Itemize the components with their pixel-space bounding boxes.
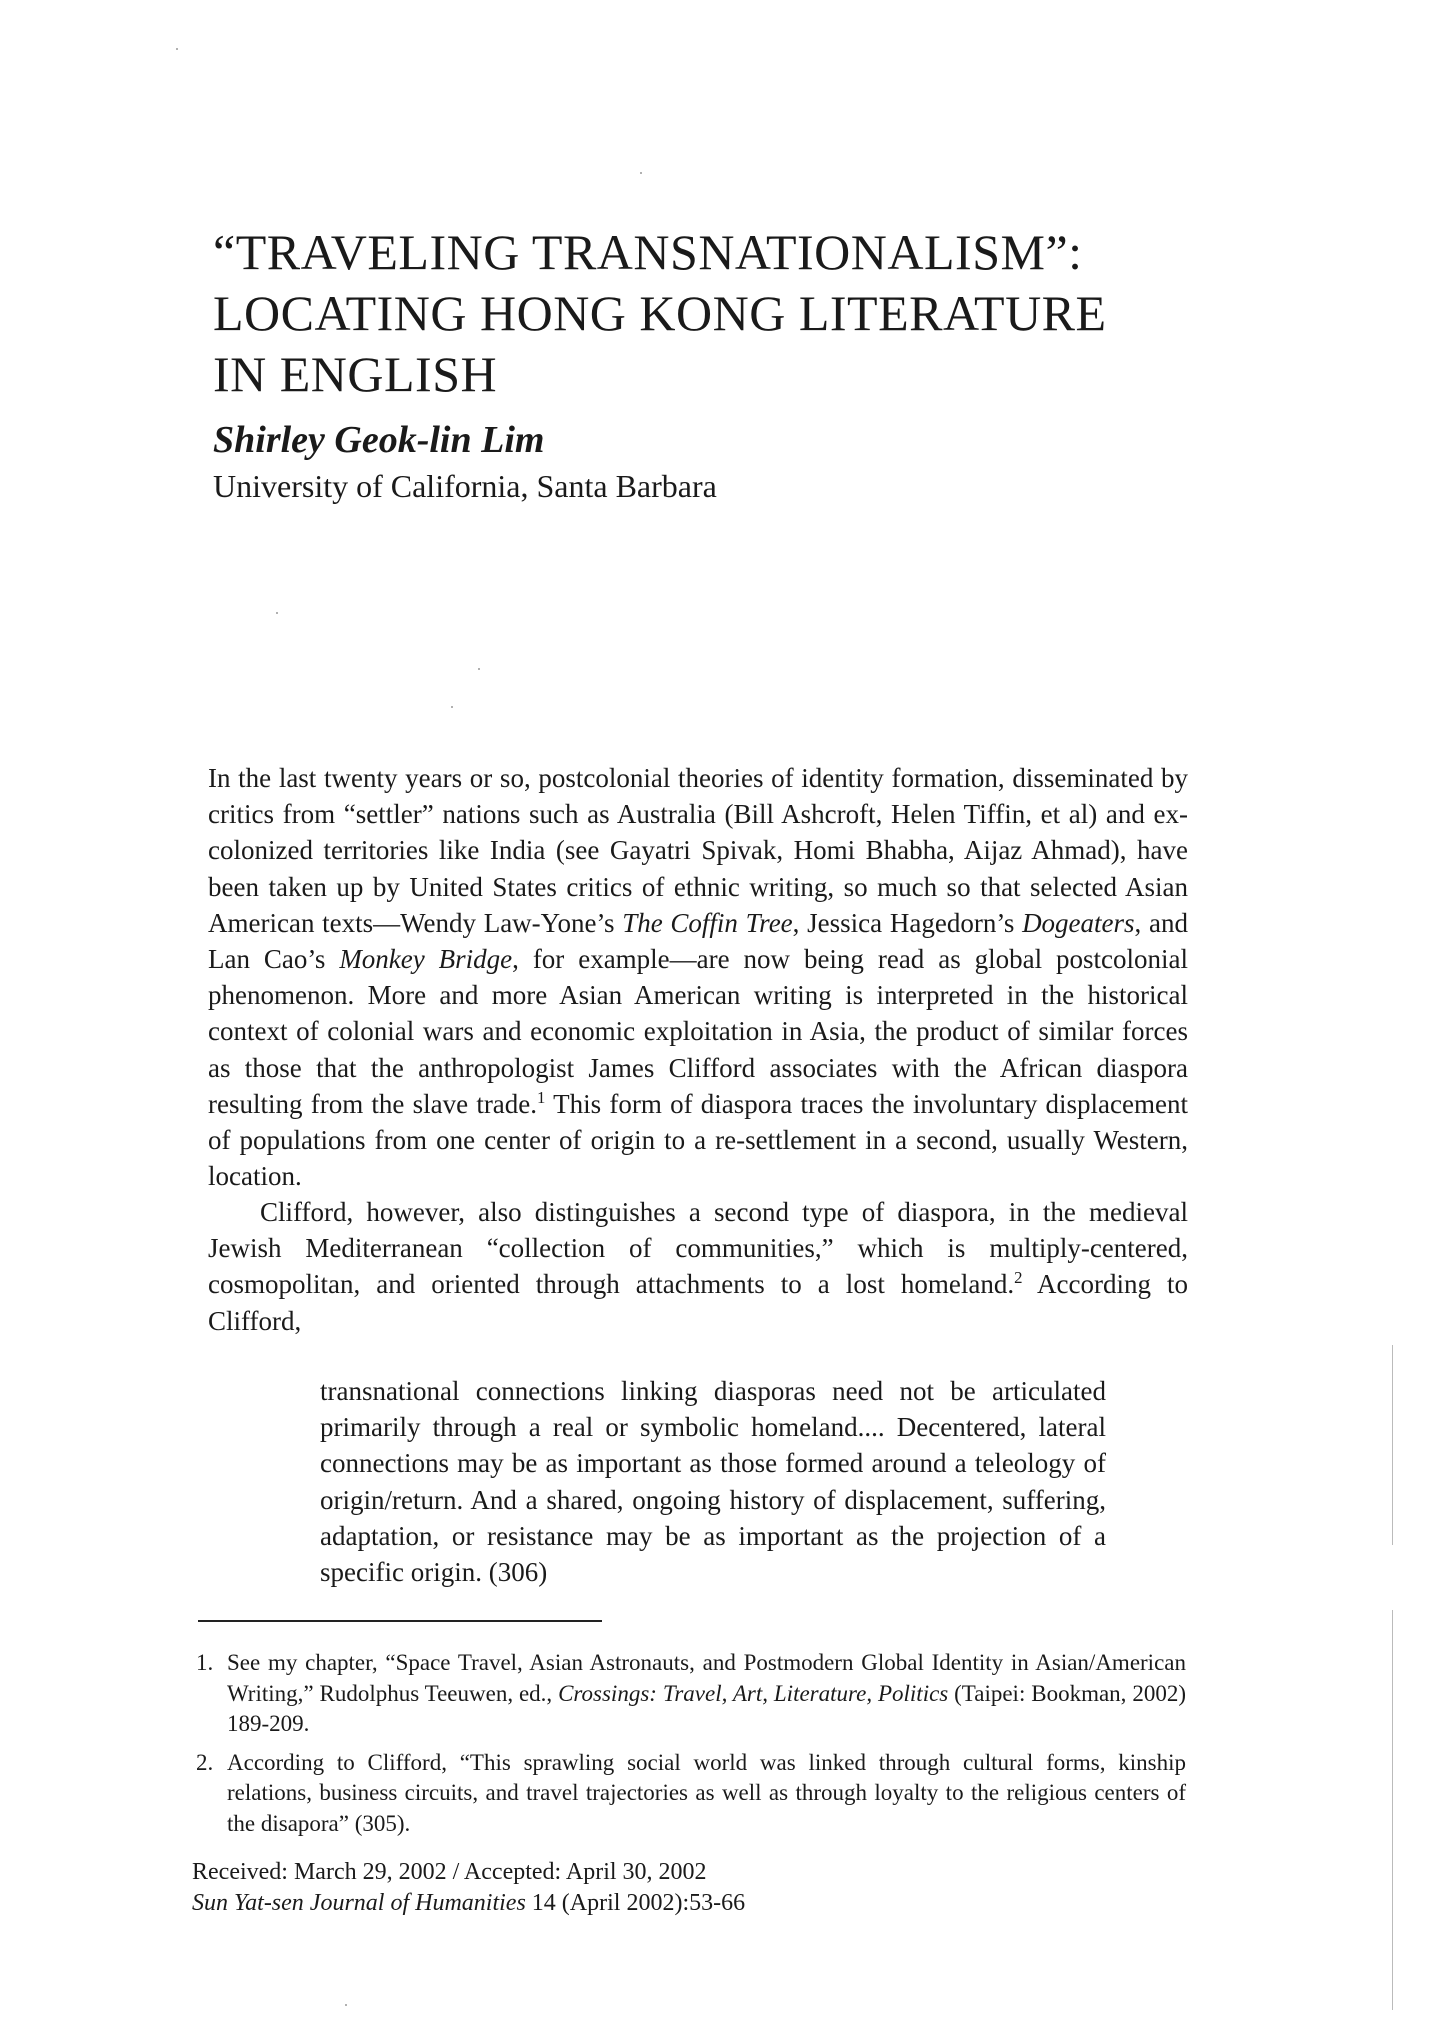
footnote-ref-1[interactable]: 1	[537, 1087, 546, 1107]
scan-speck	[176, 48, 178, 50]
p1-text-b: , Jessica Hagedorn’s	[792, 907, 1023, 938]
p1-text-a: In the last twenty years or so, postcolonial theories of identity formation, disseminated by critics from “settler” nations such as Australia (Bill Ashcroft, Helen Tiffin, et al) and ex-colonized territories like India (see Gayatri Spivak, Homi Bhabha, Aijaz Ahmad), have been taken up by United States critics of ethnic writing, so much so that selected Asian American texts—Wendy Law-Yone’s	[208, 763, 1188, 938]
footnotes	[196, 1648, 1186, 1847]
title-line-2: LOCATING HONG KONG LITERATURE	[213, 285, 1107, 341]
title-coffin-tree: The Coffin Tree	[622, 907, 793, 938]
footnote-divider	[198, 1620, 602, 1622]
title-line-3: IN ENGLISH	[213, 346, 498, 402]
author-affiliation: University of California, Santa Barbara	[213, 468, 717, 504]
scan-speck	[276, 612, 278, 614]
title-dogeaters: Dogeaters	[1022, 907, 1135, 938]
p2-text-a: Clifford, however, also distinguishes a second type of diaspora, in the medieval Jewish Mediterranean “collection of communities,” which is multiply-centered, cosmopolitan, and oriented through attachments to a lost homeland.	[208, 1197, 1188, 1300]
title-line-1: “TRAVELING TRANSNATIONALISM”:	[213, 224, 1083, 280]
scan-speck	[451, 706, 453, 708]
scan-edge-mark	[1392, 1345, 1393, 1545]
footnote-2	[196, 1748, 1186, 1840]
scan-speck	[345, 2004, 347, 2006]
p2-text-b: According to Clifford,	[208, 1269, 1188, 1336]
scan-speck	[640, 172, 642, 174]
p1-text-e: This form of diaspora traces the involuntary displacement of populations from one center of origin to a re-settlement in a second, usually Western, location.	[208, 1088, 1188, 1192]
footnote-ref-2[interactable]: 2	[1014, 1268, 1023, 1288]
footnote-1	[196, 1648, 1186, 1740]
footnote-number: 2.	[196, 1749, 214, 1775]
journal-name: Sun Yat-sen Journal of Humanities	[192, 1890, 526, 1916]
footnote-number: 1.	[196, 1650, 214, 1675]
footnote-1-book-title: Crossings: Travel, Art, Literature, Politics	[558, 1680, 949, 1706]
title-monkey-bridge: Monkey Bridge	[339, 944, 513, 975]
article-title	[213, 222, 1213, 405]
block-quote: transnational connections linking diasporas need not be articulated primarily through a real or symbolic homeland.... Decentered, lateral connections may be as important as those formed around a teleology of origin/return. And a shared, ongoing history of displacement, suffering, adaptation, or resistance may be as important as the projection of a specific origin. (306)	[320, 1376, 1106, 1588]
p1-text-c: , and Lan Cao’s	[208, 907, 1189, 975]
p1-text-d: , for example—are now being read as global postcolonial phenomenon. More and more Asian American writing is interpreted in the historical context of colonial wars and economic exploitation in Asia, the product of similar forces as those that the anthropologist James Clifford associates with the African diaspora resulting from the slave trade.	[208, 944, 1188, 1119]
received-line: Received: March 29, 2002 / Accepted: April 30, 2002	[192, 1859, 707, 1885]
author-name: Shirley Geok-lin Lim	[213, 419, 545, 461]
scan-edge-mark	[1392, 1610, 1393, 2010]
journal-details: 14 (April 2002):53-66	[525, 1890, 746, 1916]
footnote-2-text: According to Clifford, “This sprawling social world was linked through cultural forms, kinship relations, business circuits, and travel trajectories as well as through loyalty to the religious centers of the disapora” (305).	[227, 1749, 1186, 1836]
paragraph-2	[208, 1194, 1188, 1339]
scan-speck	[478, 668, 480, 670]
footnote-1-text-a: See my chapter, “Space Travel, Asian Astronauts, and Postmodern Global Identity in Asian/American Writing,” Rudolphus Teeuwen, ed.,	[227, 1650, 1186, 1706]
footnote-1-text-b: (Taipei: Bookman, 2002) 189-209.	[227, 1680, 1186, 1736]
paragraph-1	[208, 760, 1188, 1194]
journal-citation	[192, 1888, 745, 1918]
